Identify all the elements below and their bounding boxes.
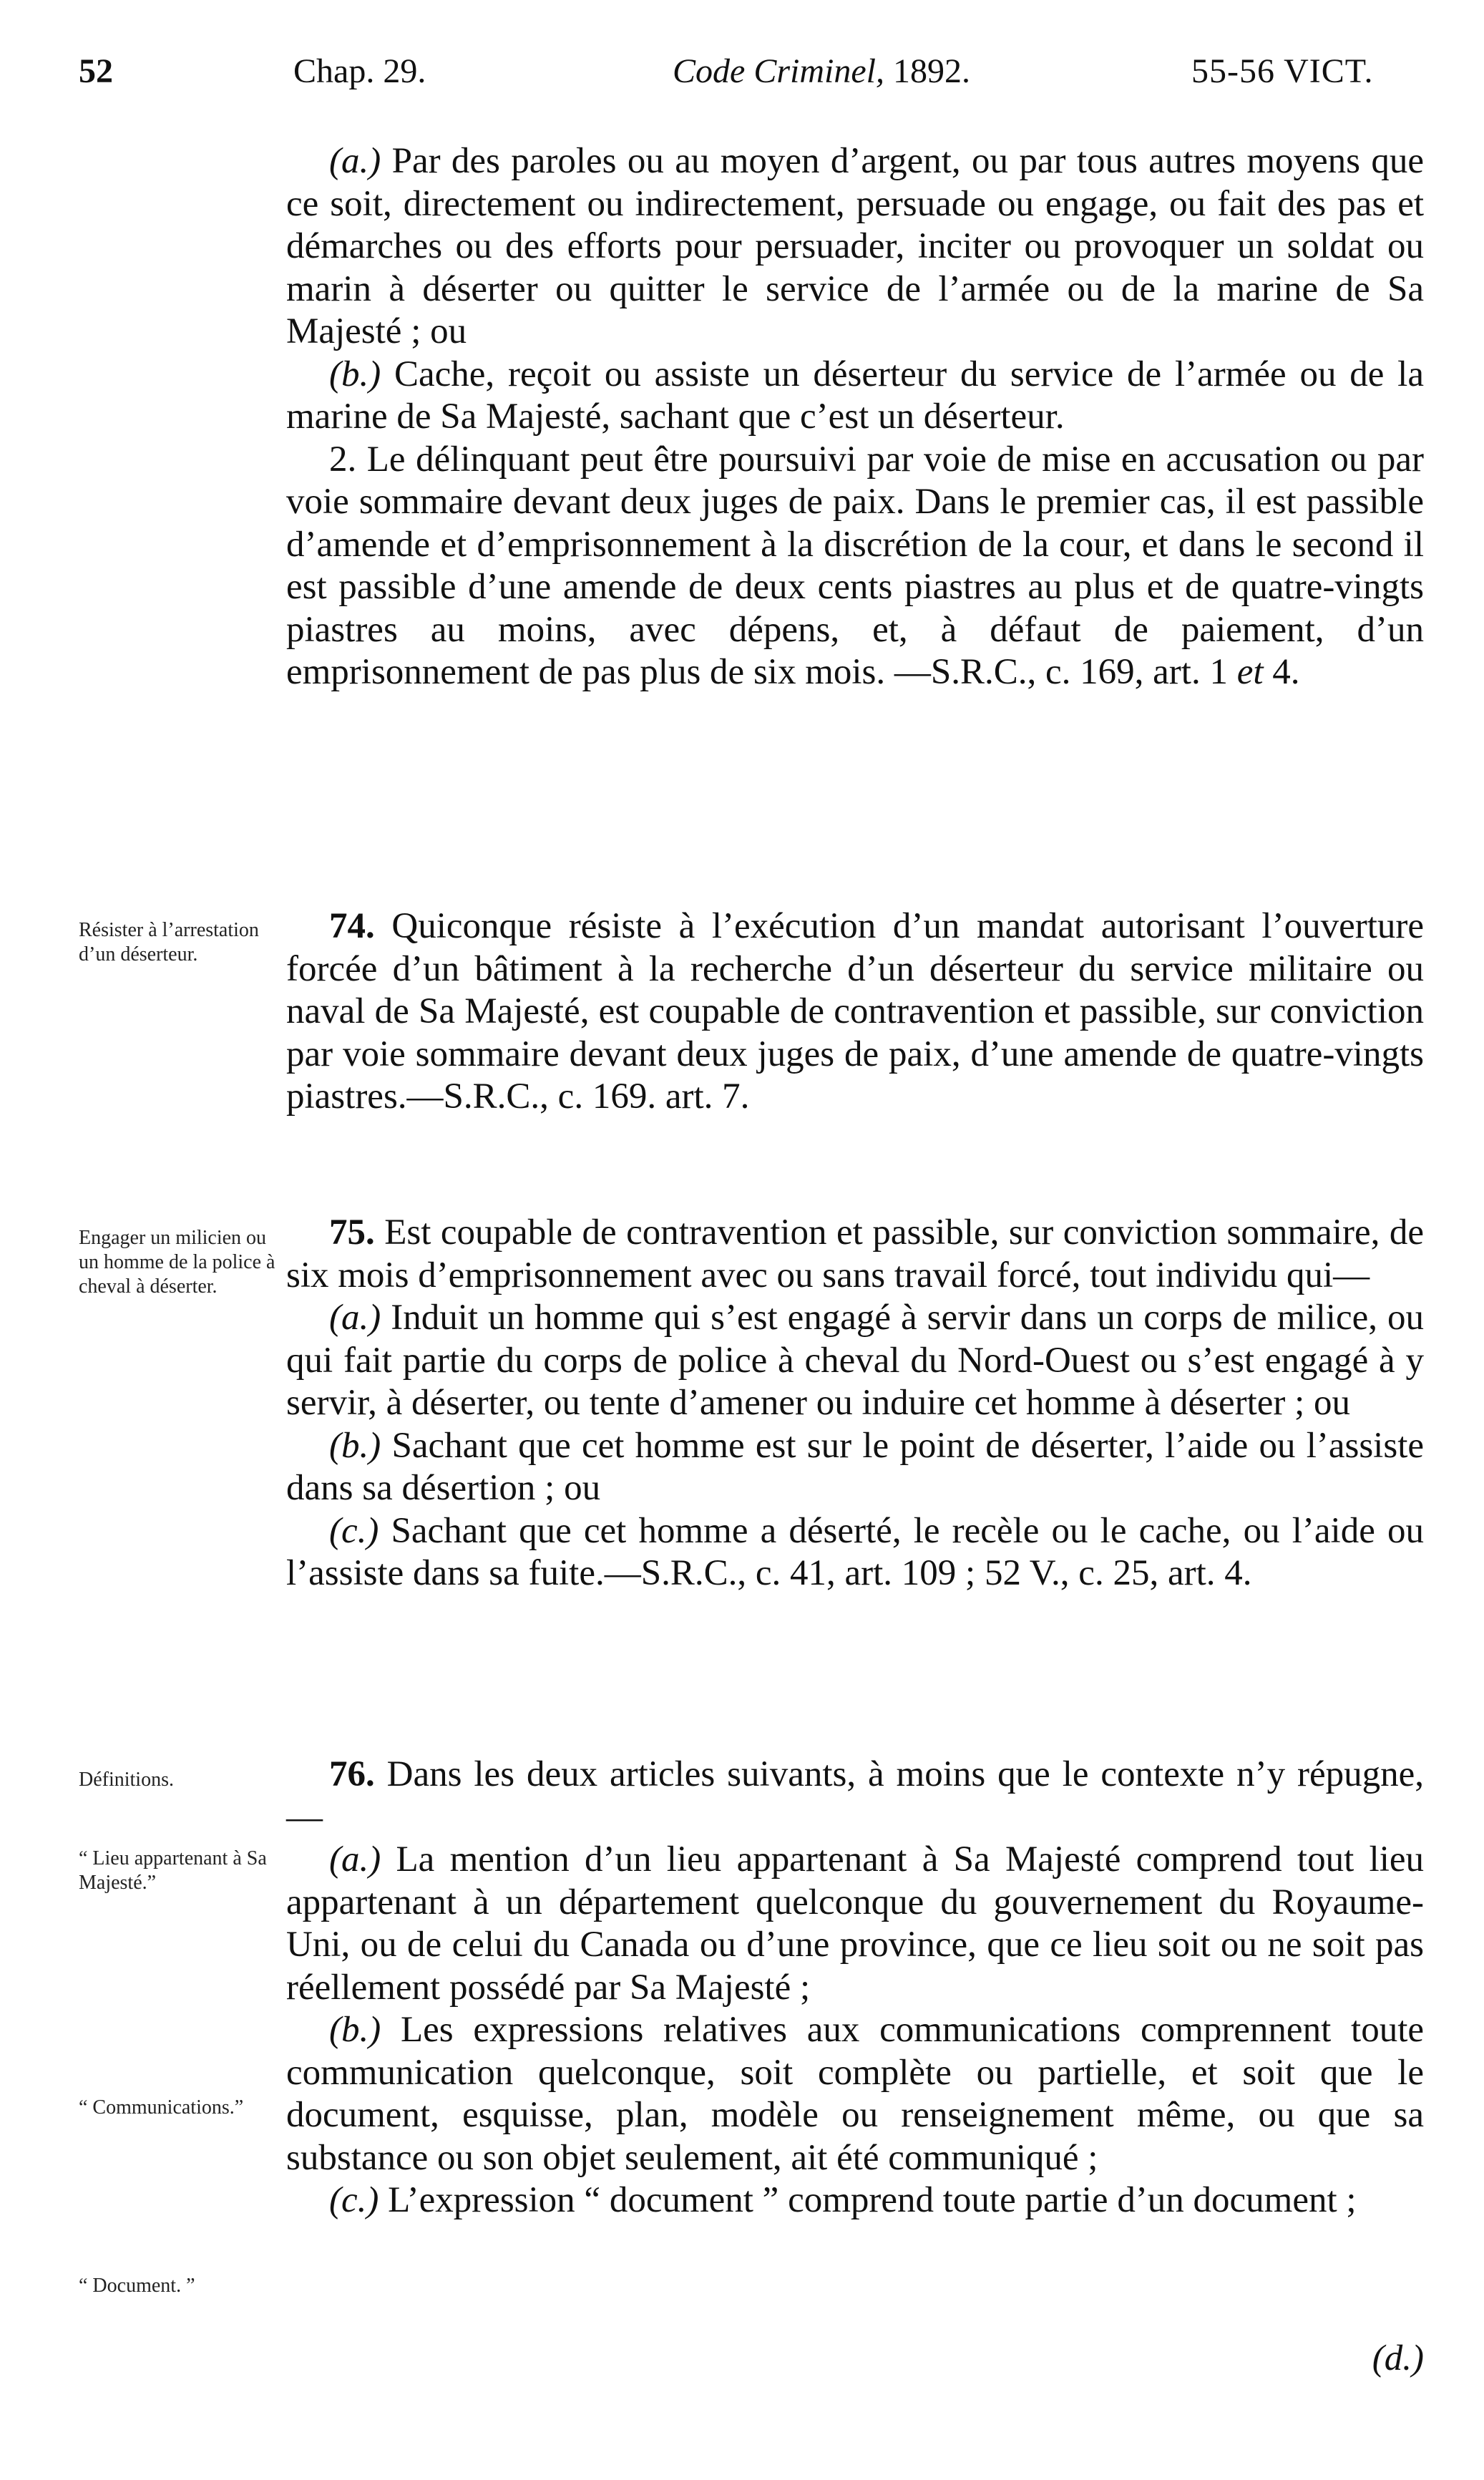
margin-note-communications: “ Communications.”: [79, 2096, 244, 2119]
clause-b: [286, 354, 1424, 439]
running-title: [673, 50, 970, 93]
clause-a-text: Par des paroles ou au moyen d’argent, ou par tous autres moyens que ce soit, directement ou indirectement, persuade ou engage, ou fait des pas et démarches ou des efforts pour persuader, inciter ou provoquer un soldat ou marin à déserter ou quitter le service de l’armée ou de la marine de Sa Majesté ; ou: [286, 141, 1424, 351]
section-74: [286, 905, 1424, 1119]
section-75-b-text: Sachant que cet homme est sur le point de déserter, l’aide ou l’assiste dans sa désertion ; ou: [286, 1425, 1424, 1508]
section-74-text: Quiconque résiste à l’exécution d’un mandat autorisant l’ouverture forcée d’un bâtiment à la recherche d’un déserteur du service militaire ou naval de Sa Majesté, est coupable de contravention et passible, sur conviction par voie sommaire devant deux juges de paix, d’une amende de quatre-vingts piastres.—S.R.C., c. 169. art. 7.: [286, 906, 1424, 1117]
section-75-b-label: (b.): [329, 1425, 381, 1466]
section-76-clause-b: [286, 2009, 1424, 2179]
margin-note-document: “ Document. ”: [79, 2275, 195, 2297]
continuation-block: [286, 140, 1424, 694]
section-76-b-label: (b.): [329, 2010, 381, 2050]
section-75-a-label: (a.): [329, 1298, 381, 1338]
section-75-clause-a: [286, 1297, 1424, 1425]
section-75: [286, 1212, 1424, 1595]
section-76: [286, 1754, 1424, 2222]
section-76-clause-a: [286, 1839, 1424, 2009]
margin-note-definitions: Définitions.: [79, 1769, 174, 1791]
section-76-text: Dans les deux articles suivants, à moins que le contexte n’y répugne,—: [286, 1754, 1424, 1837]
section-76-para: [286, 1754, 1424, 1839]
section-76-a-text: La mention d’un lieu appartenant à Sa Majesté comprend tout lieu appartenant à un département quelconque du gouvernement du Royaume-Uni, ou de celui du Canada ou d’une province, que ce lieu soit ou ne soit pas réellement possédé par Sa Majesté ;: [286, 1839, 1424, 2008]
margin-note-lieu: “ Lieu appartenant à Sa Majesté.”: [79, 1847, 267, 1894]
section-75-number: 75.: [329, 1212, 375, 1253]
section-76-b-text: Les expressions relatives aux communications comprennent toute communication quelconque, soit complète ou partielle, et soit que le document, esquisse, plan, modèle ou renseignement même, ou que sa substance ou son objet seulement, ait été communiqué ;: [286, 2010, 1424, 2178]
subsection-2-text: 2. Le délinquant peut être poursuivi par voie de mise en accusation ou par voie sommaire devant deux juges de paix. Dans le premier cas, il est passible d’amende et d’emprisonnement à la discrétion de la cour, et dans le second il est passible d’une amende de deux cents piastres au plus et de quatre-vingts piastres au moins, avec dépens, et, à défaut de paiement, d’un emprisonnement de pas plus de six mois. —S.R.C., c. 169, art. 1: [286, 439, 1424, 692]
section-75-clause-b: [286, 1425, 1424, 1510]
section-74-number: 74.: [329, 906, 375, 946]
clause-b-text: Cache, reçoit ou assiste un déserteur du service de l’armée ou de la marine de Sa Majesté, sachant que c’est un déserteur.: [286, 354, 1424, 437]
section-76-number: 76.: [329, 1754, 375, 1794]
code-title: Code Criminel,: [673, 52, 884, 90]
clause-b-label: (b.): [329, 354, 381, 394]
clause-a-label: (a.): [329, 141, 381, 181]
section-74-para: [286, 905, 1424, 1119]
catchword-text: (d.): [1372, 2338, 1424, 2378]
section-75-c-label: (c.): [329, 1510, 379, 1551]
section-76-c-text: L’expression “ document ” comprend toute partie d’un document ;: [379, 2180, 1357, 2220]
chapter-label: Chap. 29.: [293, 52, 426, 90]
section-75-para: [286, 1212, 1424, 1297]
margin-note-75: Engager un milicien ou un homme de la police à cheval à déserter.: [79, 1227, 275, 1298]
regnal-year: 55-56 VICT.: [1191, 52, 1374, 90]
section-76-clause-c: [286, 2179, 1424, 2222]
section-75-text: Est coupable de contravention et passible, sur conviction sommaire, de six mois d’emprisonnement avec ou sans travail forcé, tout individu qui—: [286, 1212, 1424, 1295]
clause-a: [286, 140, 1424, 354]
margin-note-74: Résister à l’arrestation d’un déserteur.: [79, 919, 259, 966]
catchword: [1372, 2338, 1424, 2379]
subsection-2-et: et: [1236, 652, 1264, 692]
page-number: 52: [79, 52, 113, 90]
section-76-a-label: (a.): [329, 1839, 381, 1880]
section-75-c-text: Sachant que cet homme a déserté, le recèle ou le cache, ou l’aide ou l’assiste dans sa fuite.—S.R.C., c. 41, art. 109 ; 52 V., c. 25, art. 4.: [286, 1510, 1424, 1593]
code-year: 1892.: [884, 52, 970, 90]
section-75-clause-c: [286, 1510, 1424, 1595]
section-75-a-text: Induit un homme qui s’est engagé à servir dans un corps de milice, ou qui fait partie du corps de police à cheval du Nord-Ouest ou s’est engagé à y servir, à déserter, ou tente d’amener ou induire cet homme à déserter ; ou: [286, 1298, 1424, 1423]
subsection-2: [286, 439, 1424, 694]
subsection-2-end: 4.: [1263, 652, 1300, 692]
section-76-c-label: (c.): [329, 2180, 379, 2220]
